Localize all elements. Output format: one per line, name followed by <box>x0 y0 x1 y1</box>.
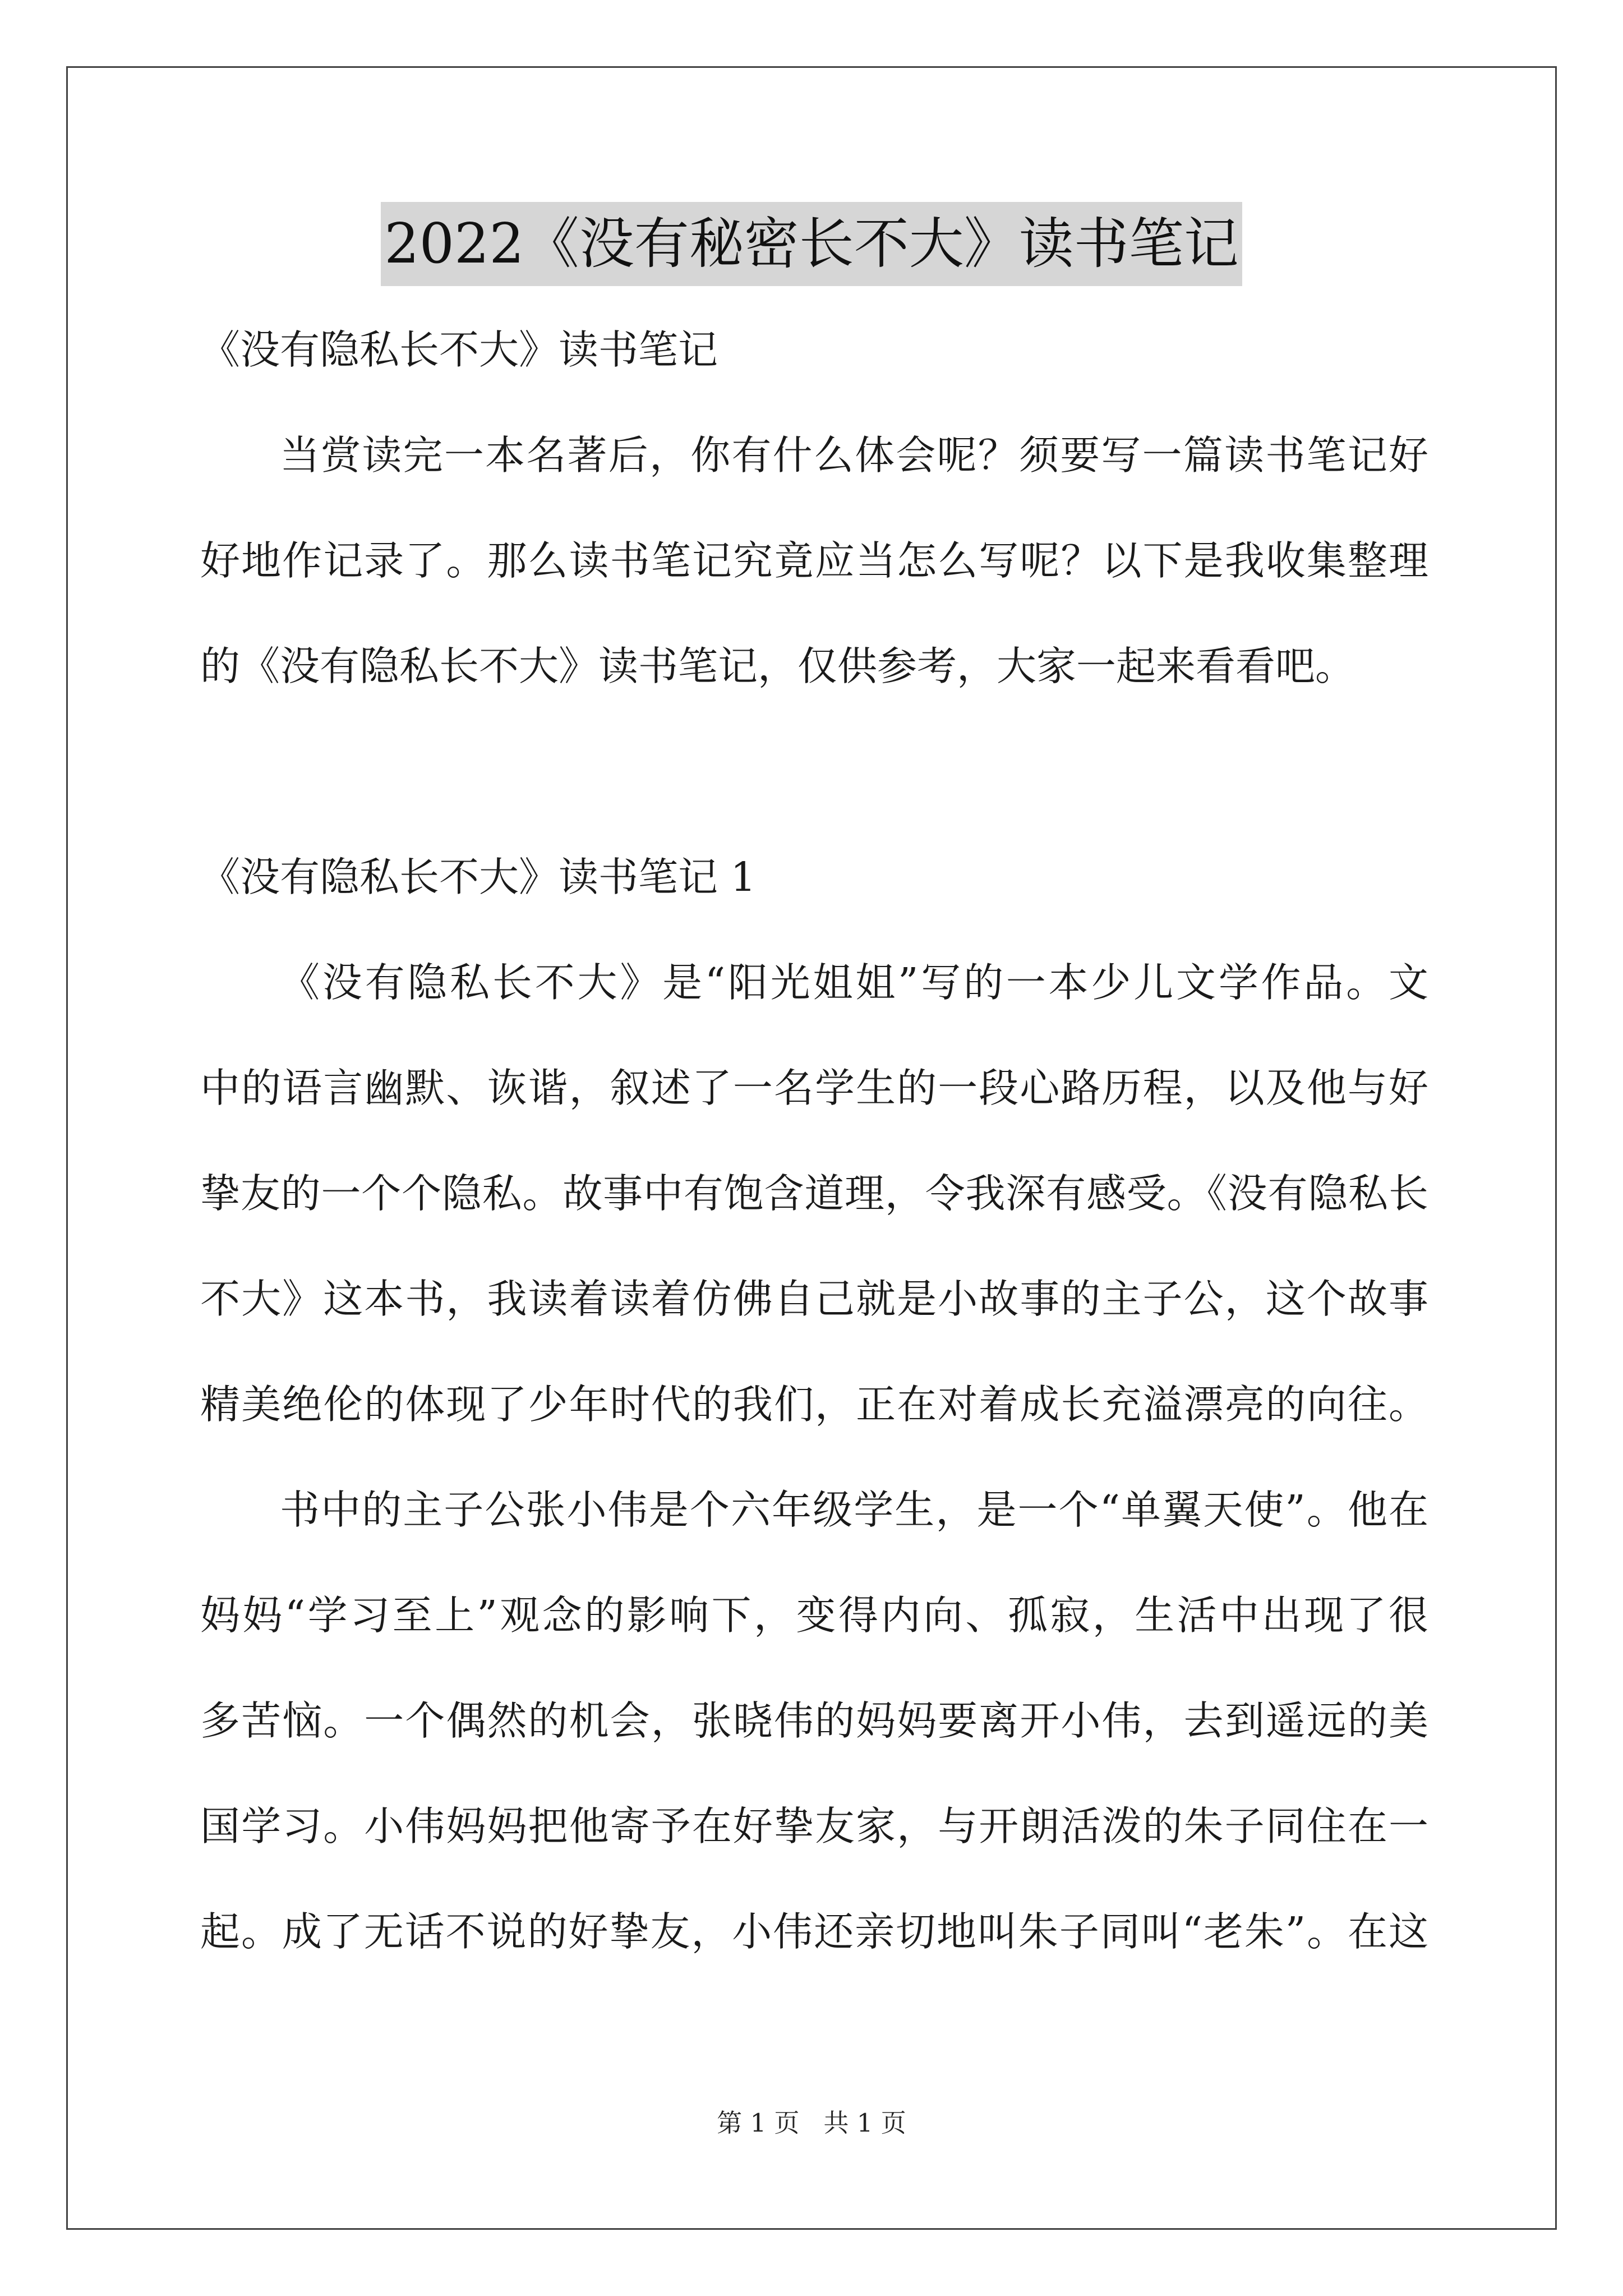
document-body <box>200 297 1428 1985</box>
paragraph-line: 多苦恼。一个偶然的机会，张晓伟的妈妈要离开小伟，去到遥远的美 <box>200 1697 1428 1744</box>
paragraph-line: 妈妈“学习至上”观念的影响下，变得内向、孤寂，生活中出现了很 <box>200 1592 1428 1639</box>
intro-heading: 《没有隐私长不大》读书笔记 <box>200 326 718 373</box>
intro-line: 的《没有隐私长不大》读书笔记，仅供参考，大家一起来看看吧。 <box>200 643 1355 689</box>
paragraph-line: 挚友的一个个隐私。故事中有饱含道理，令我深有感受。《没有隐私长 <box>200 1170 1428 1217</box>
page-number-current: 第 1 页 <box>717 2108 800 2138</box>
page-number-total: 共 1 页 <box>823 2108 906 2138</box>
paragraph-gap <box>200 719 1428 825</box>
section-heading: 《没有隐私长不大》读书笔记 1 <box>200 854 756 900</box>
paragraph-line: 国学习。小伟妈妈把他寄予在好挚友家，与开朗活泼的朱子同住在一 <box>200 1803 1428 1849</box>
intro-line: 好地作记录了。那么读书笔记究竟应当怎么写呢？以下是我收集整理 <box>200 537 1428 584</box>
paragraph-line: 精美绝伦的体现了少年时代的我们，正在对着成长充溢漂亮的向往。 <box>200 1381 1428 1428</box>
page-footer <box>0 2106 1623 2140</box>
paragraph-line: 中的语言幽默、诙谐，叙述了一名学生的一段心路历程，以及他与好 <box>200 1065 1428 1111</box>
paragraph-line: 不大》这本书，我读着读着仿佛自己就是小故事的主子公，这个故事 <box>200 1276 1428 1322</box>
document-title: 2022《没有秘密长不大》读书笔记 <box>381 202 1242 286</box>
paragraph-line: 书中的主子公张小伟是个六年级学生，是一个“单翼天使”。他在 <box>280 1487 1428 1533</box>
intro-line: 当赏读完一本名著后，你有什么体会呢？须要写一篇读书笔记好 <box>280 432 1428 478</box>
title-container <box>0 202 1623 286</box>
paragraph-line: 《没有隐私长不大》是“阳光姐姐”写的一本少儿文学作品。文 <box>280 959 1428 1006</box>
paragraph-line: 起。成了无话不说的好挚友，小伟还亲切地叫朱子同叫“老朱”。在这 <box>200 1908 1428 1955</box>
